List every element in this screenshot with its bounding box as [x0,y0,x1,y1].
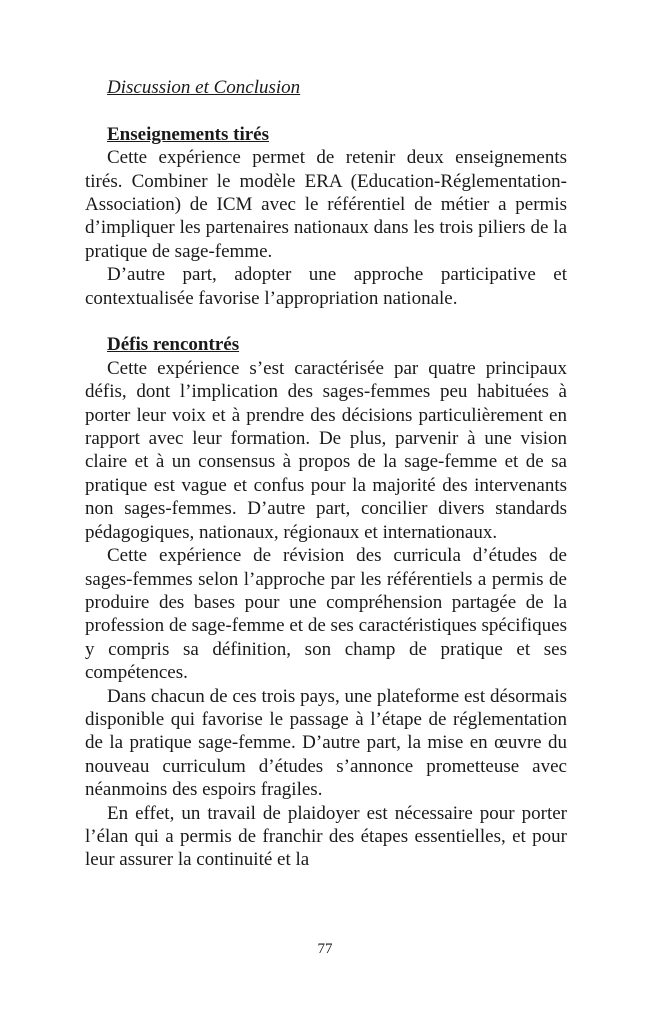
section-heading: Défis rencontrés [107,334,240,356]
paragraph: En effet, un travail de plaidoyer est nécessaire pour porter l’élan qui a permis de franchir des étapes essentielles, et pour leur assurer la continuité et la [85,802,567,871]
paragraph: Cette expérience de révision des curricula d’études de sages-femmes selon l’approche par les référentiels a permis de produire des bases pour une compréhension partagée de la profession de sage-femme et de ses caractéristiques spécifiques y compris sa définition, son champ de pratique et ses compétences. [85,545,567,684]
section-title: Discussion et Conclusion [107,77,301,98]
section-heading: Enseignements tirés [107,123,270,145]
page-body [85,76,567,895]
section-lessons [85,123,567,310]
paragraph: Cette expérience s’est caractérisée par quatre principaux défis, dont l’implication des sages-femmes peu habituées à porter leur voix et à prendre des décisions particulièrement en rapport avec leur formation. De plus, parvenir à une vision claire et à un consensus à propos de la sage-femme et de sa pratique est vague et confus pour la majorité des intervenants non sages-femmes. D’autre part, concilier divers standards pédagogiques, nationaux, régionaux et internationaux. [85,357,567,543]
paragraph: Cette expérience permet de retenir deux enseignements tirés. Combiner le modèle ERA (Education-Réglementation-Association) de ICM avec le référentiel de métier a permis d’impliquer les partenaires nationaux dans les trois piliers de la pratique de sage-femme. [85,147,567,262]
page-number: 77 [317,941,333,957]
paragraph: D’autre part, adopter une approche participative et contextualisée favorise l’appropriation nationale. [85,264,567,309]
section-challenges [85,333,567,871]
paragraph: Dans chacun de ces trois pays, une plateforme est désormais disponible qui favorise le passage à l’étape de réglementation de la pratique sage-femme. D’autre part, la mise en œuvre du nouveau curriculum d’études s’annonce prometteuse avec néanmoins des espoirs fragiles. [85,685,567,801]
